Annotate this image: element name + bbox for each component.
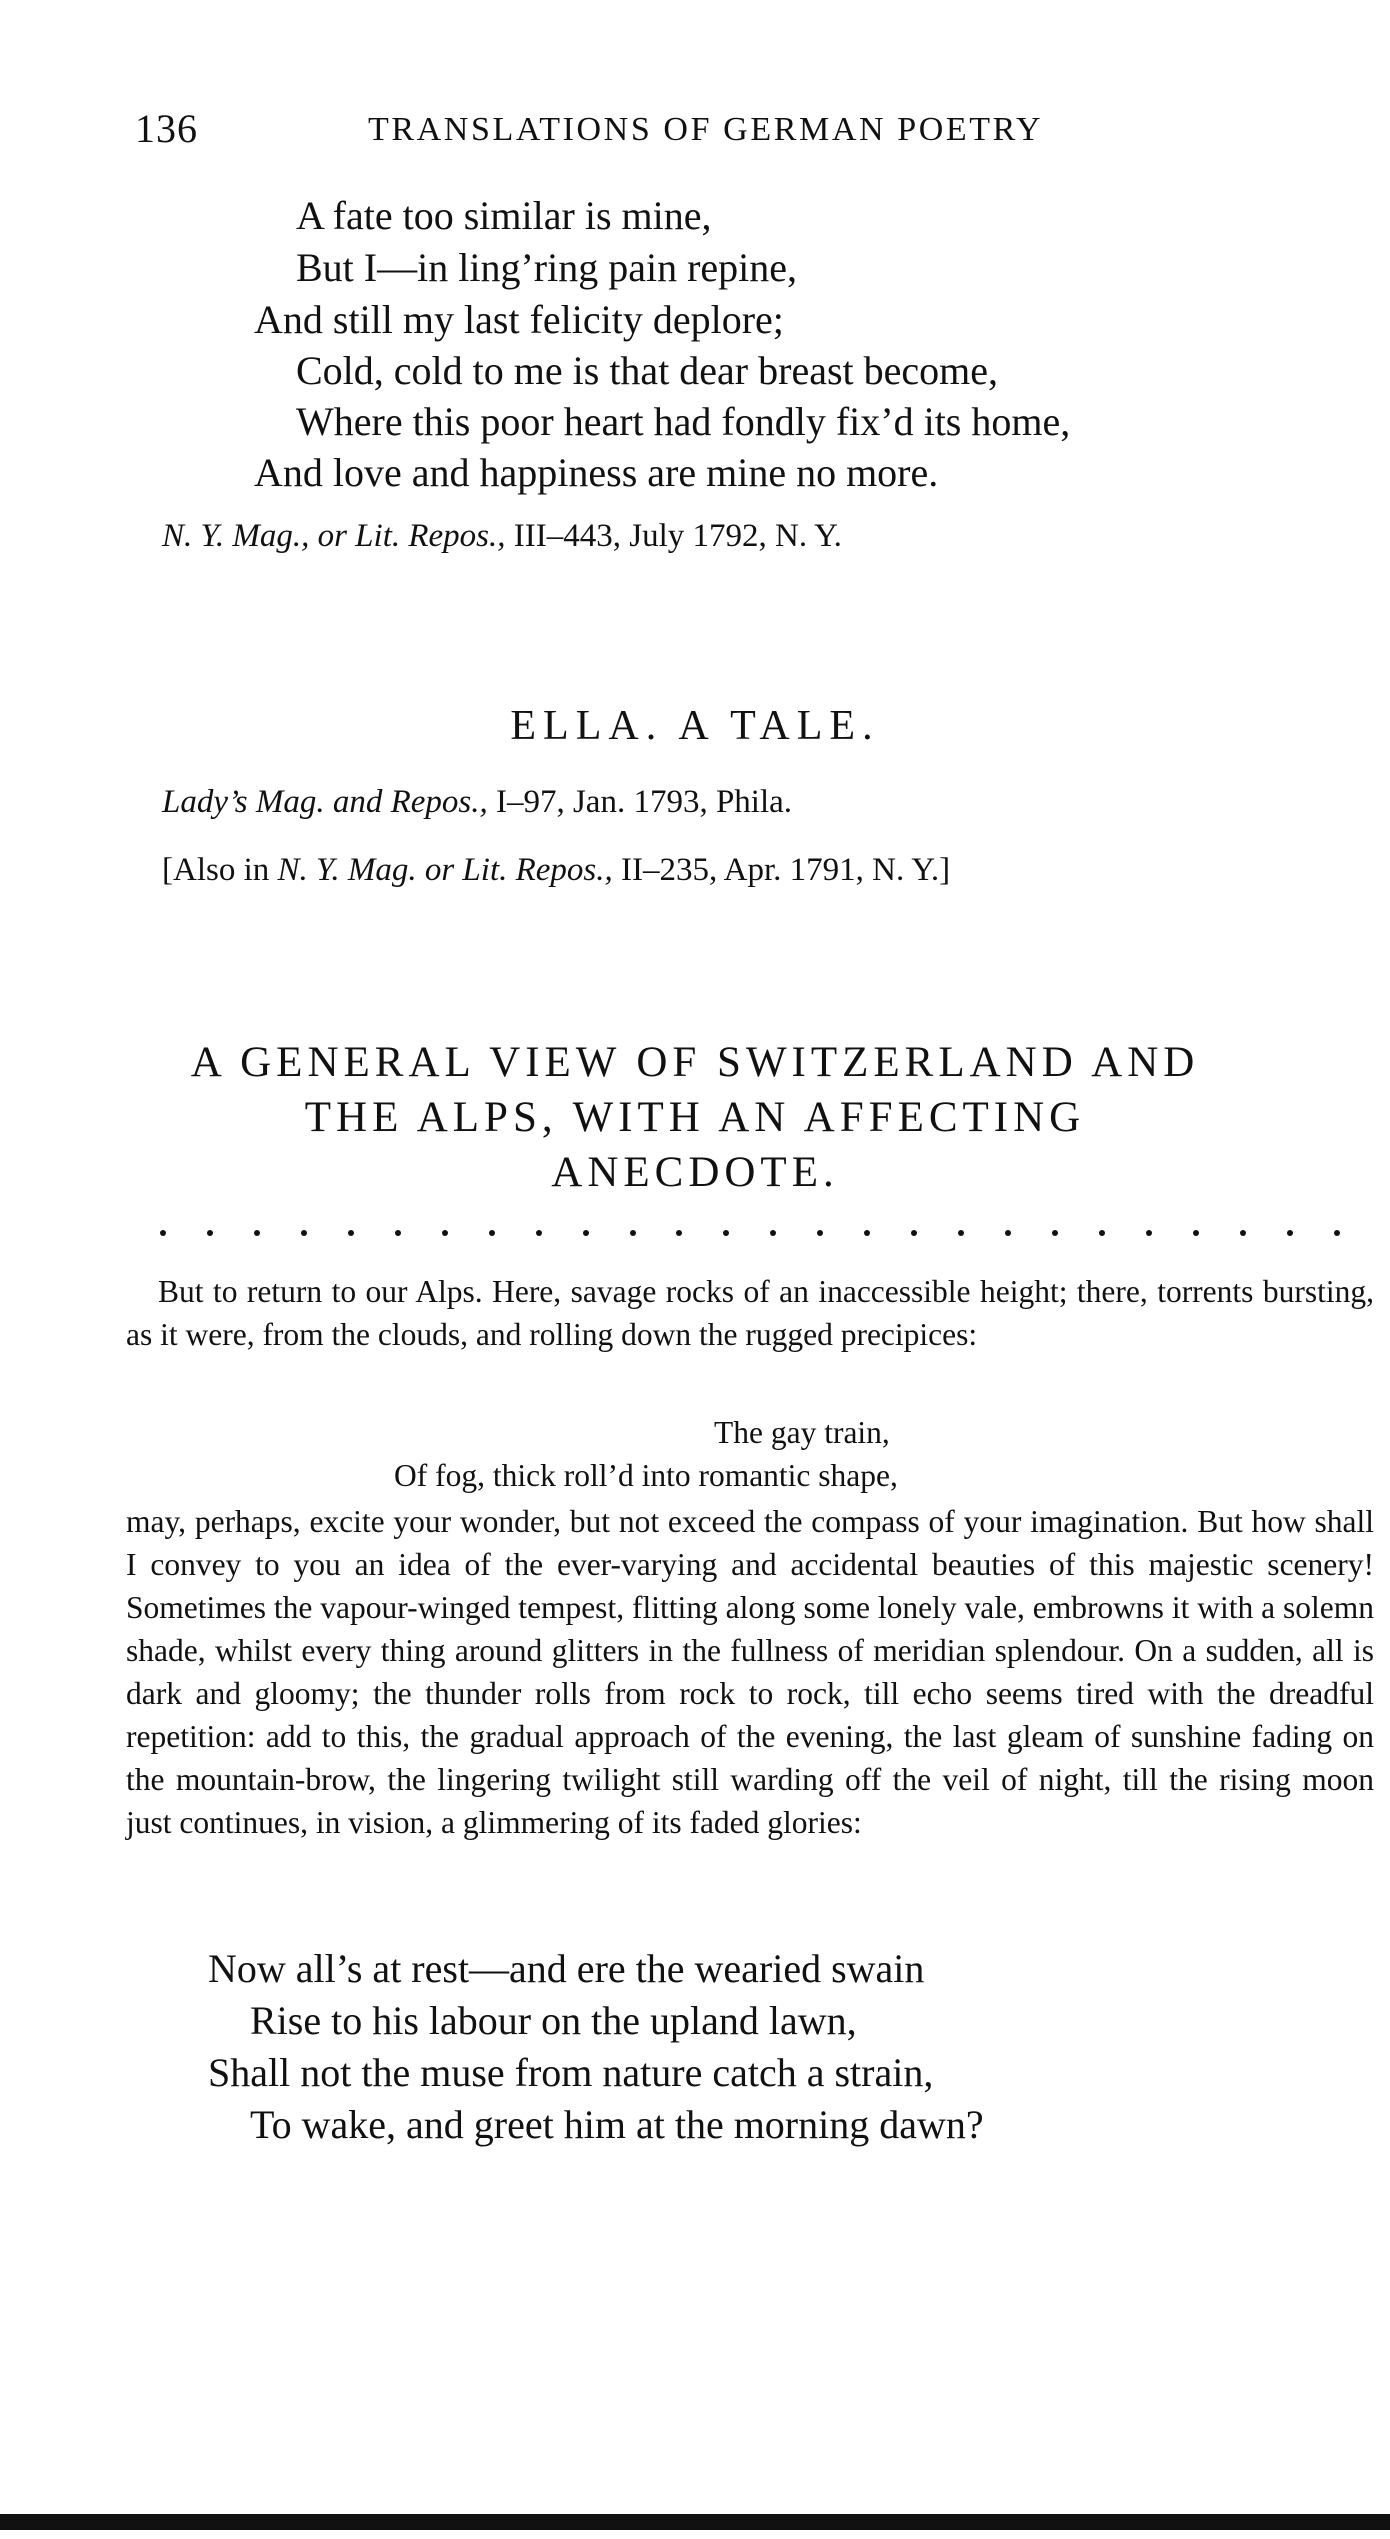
- heading-line: THE ALPS, WITH AN AFFECTING: [304, 1094, 1086, 1141]
- running-title: TRANSLATIONS OF GERMAN POETRY: [368, 111, 1044, 148]
- poem-line: To wake, and greet him at the morning dawn?: [250, 2102, 984, 2147]
- ella-title: ELLA. A TALE.: [510, 703, 880, 749]
- citation-details: II–235, Apr. 1791, N. Y.]: [612, 852, 951, 888]
- poem-line: Where this poor heart had fondly fix’d its home,: [296, 399, 1071, 444]
- heading-line: ANECDOTE.: [551, 1149, 839, 1196]
- heading-line: A GENERAL VIEW OF SWITZERLAND AND: [190, 1039, 1200, 1086]
- poem-line: Rise to his labour on the upland lawn,: [250, 1998, 857, 2043]
- poem-line: A fate too similar is mine,: [296, 193, 712, 238]
- ellipsis-row: [160, 1222, 1340, 1242]
- page-number: 136: [135, 106, 198, 151]
- quote-line: Of fog, thick roll’d into romantic shape,: [394, 1458, 898, 1493]
- paragraph-1: But to return to our Alps. Here, savage rocks of an inaccessible height; there, torrents bursting, as it were, from the clouds, and rolling down the rugged precipices:: [126, 1274, 1374, 1352]
- citation-source: Lady’s Mag. and Repos.,: [162, 784, 488, 820]
- citation-source: N. Y. Mag. or Lit. Repos.,: [277, 852, 613, 888]
- citation-prefix: [Also in: [162, 852, 278, 888]
- citation-details: I–97, Jan. 1793, Phila.: [487, 784, 793, 820]
- ella-citation: [162, 784, 792, 821]
- paragraph-2: may, perhaps, excite your wonder, but not exceed the compass of your imagination. But how shall I convey to you an idea of the ever-varying and accidental beauties of this majestic scenery! Sometimes the vapour-winged tempest, flitting along some lonely vale, embrowns it with a solemn shade, whilst every thing around glitters in the fullness of meridian splendour. On a sudden, all is dark and gloomy; the thunder rolls from rock to rock, till echo seems tired with the dreadful repetition: add to this, the gradual approach of the evening, the last gleam of sunshine fading on the mountain-brow, the lingering twilight still warding off the veil of night, till the rising moon just continues, in vision, a glimmering of its faded glories:: [126, 1504, 1374, 1840]
- poem-line: Shall not the muse from nature catch a strain,: [208, 2050, 934, 2095]
- poem-line: Cold, cold to me is that dear breast become,: [296, 348, 999, 393]
- ella-citation-also: [162, 852, 950, 889]
- poem-line: But I—in ling’ring pain repine,: [296, 245, 798, 290]
- poem-line: Now all’s at rest—and ere the wearied swain: [208, 1946, 925, 1991]
- poem-line: And love and happiness are mine no more.: [254, 450, 939, 495]
- citation-source: N. Y. Mag., or Lit. Repos.,: [162, 518, 506, 554]
- quote-line: The gay train,: [714, 1415, 890, 1450]
- poem-line: And still my last felicity deplore;: [254, 297, 784, 342]
- bottom-rule: [0, 2514, 1390, 2530]
- citation-details: III–443, July 1792, N. Y.: [505, 518, 842, 554]
- poem-top-citation: [162, 518, 842, 555]
- running-head: [0, 105, 1390, 155]
